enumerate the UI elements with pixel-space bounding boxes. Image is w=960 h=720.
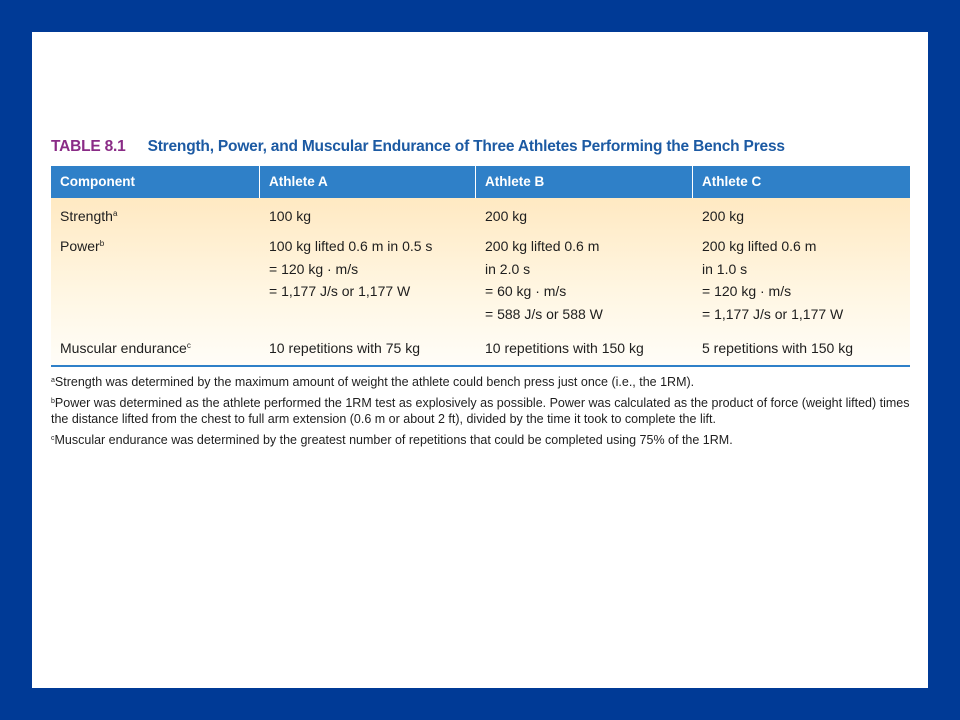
footnote-b: $^b$Power was determined as the athlete performed the 1RM test as explosively as possible. Power was calculated as the product of force (weight lifted) times the distance lifted from the chest to full arm extension (0.6 m or about 2 ft), divided by the time it took to complete the lift. (51, 395, 910, 426)
row-label-strength: Strength$^a$ (60, 208, 118, 224)
row-label-endurance: Muscular endurance$^c$ (60, 340, 191, 356)
cell-strength-a: 100 kg (269, 208, 312, 224)
table-header-row (51, 166, 910, 198)
row-label-power: Power$^b$ (60, 238, 105, 254)
cell-endurance-c: 5 repetitions with 150 kg (702, 340, 853, 356)
header-athlete-a: Athlete A (260, 166, 476, 198)
header-component: Component (51, 166, 260, 198)
cell-strength-b: 200 kg (485, 208, 528, 224)
table-row-strength (51, 205, 910, 235)
footnote-ref-c: c (186, 341, 191, 350)
footnote-ref-a: a (112, 209, 118, 218)
cell-power-a: 100 kg lifted 0.6 m in 0.5 s = 120 kg · m/s = 1,177 J/s or 1,177 W (269, 238, 433, 299)
table-body (51, 198, 910, 367)
header-athlete-b: Athlete B (476, 166, 693, 198)
cell-power-b: 200 kg lifted 0.6 m in 2.0 s = 60 kg · m/s = 588 J/s or 588 W (485, 238, 603, 322)
cell-endurance-a: 10 repetitions with 75 kg (269, 340, 420, 356)
table-title: Strength, Power, and Muscular Endurance of Three Athletes Performing the Bench Press (147, 138, 785, 155)
footnote-c: $^c$Muscular endurance was determined by the greatest number of repetitions that could be completed using 75% of the 1RM. (51, 432, 733, 447)
table-row-endurance (51, 337, 910, 365)
data-table (51, 166, 910, 367)
slide (32, 32, 928, 688)
table-number: TABLE 8.1 (51, 138, 126, 155)
cell-power-c: 200 kg lifted 0.6 m in 1.0 s = 120 kg · m/s = 1,177 J/s or 1,177 W (702, 238, 844, 322)
table-footnotes (51, 374, 913, 452)
table-caption (51, 138, 785, 156)
cell-endurance-b: 10 repetitions with 150 kg (485, 340, 644, 356)
footnote-ref-b: b (99, 239, 105, 248)
cell-strength-c: 200 kg (702, 208, 745, 224)
table-row-power (51, 235, 910, 337)
footnote-a: $^a$Strength was determined by the maximum amount of weight the athlete could bench press just once (i.e., the 1RM). (51, 375, 695, 389)
header-athlete-c: Athlete C (702, 174, 762, 189)
